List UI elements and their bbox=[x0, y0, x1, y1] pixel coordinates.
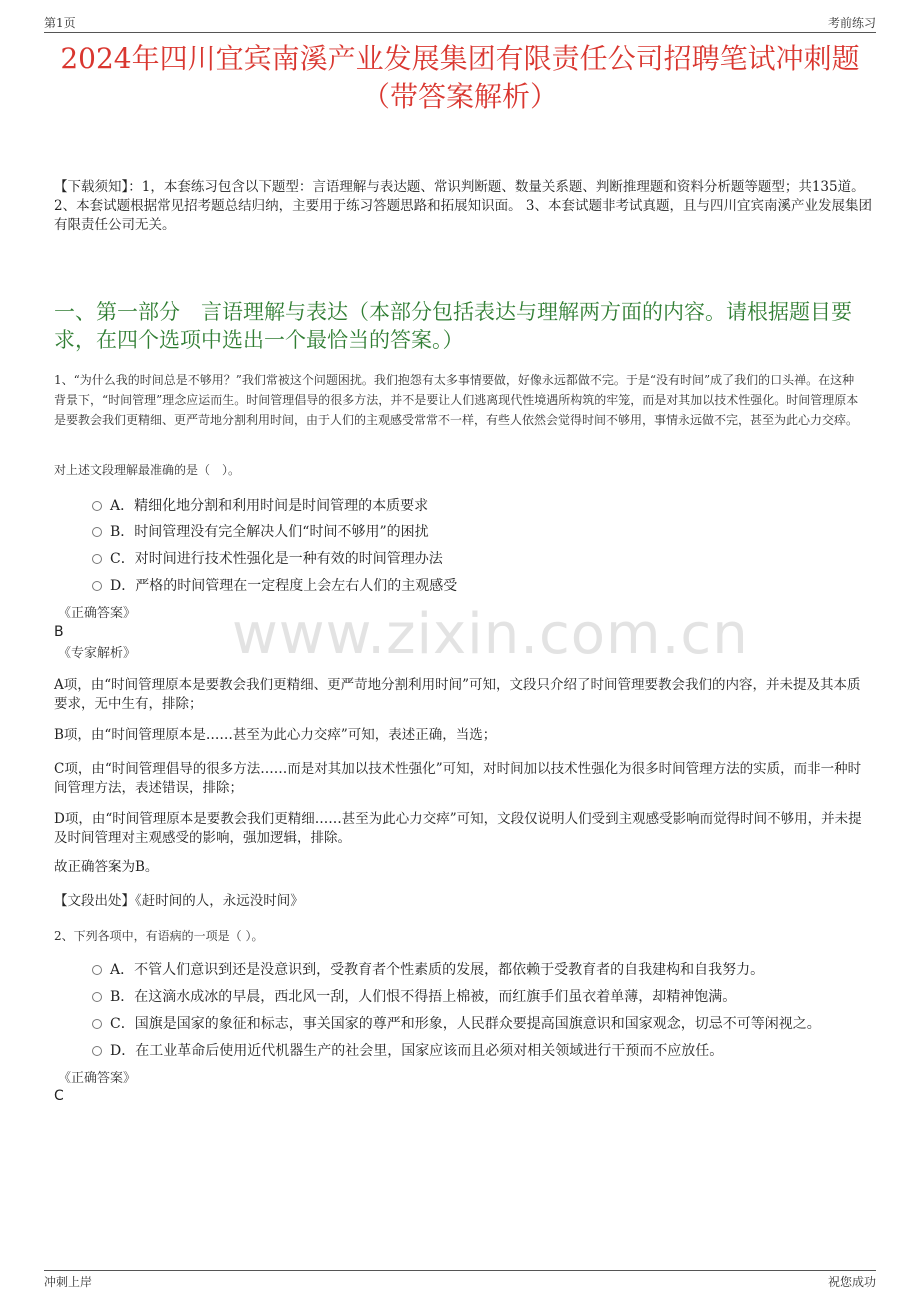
question-2-answer-label: 《正确答案》 bbox=[58, 1071, 137, 1086]
question-2-option-b[interactable]: B．在这滴水成冰的早晨，西北风一刮，人们恨不得捂上棉被，而红旗手们虽衣着单薄，却精神饱满。 bbox=[92, 987, 736, 1007]
radio-icon[interactable] bbox=[92, 527, 102, 537]
radio-icon[interactable] bbox=[92, 581, 102, 591]
question-2-option-a[interactable]: A．不管人们意识到还是没意识到，受教育者个性素质的发展，都依赖于受教育者的自我建构和自我努力。 bbox=[92, 960, 764, 980]
question-1-option-c[interactable]: C．对时间进行技术性强化是一种有效的时间管理办法 bbox=[92, 549, 443, 569]
passage-source: 【文段出处】《赶时间的人，永远没时间》 bbox=[54, 893, 304, 909]
radio-icon[interactable] bbox=[92, 1019, 102, 1029]
question-1-option-b[interactable]: B．时间管理没有完全解决人们“时间不够用”的困扰 bbox=[92, 522, 429, 542]
header-label: 考前练习 bbox=[827, 16, 876, 30]
download-notice: 【下载须知】：1，本套练习包含以下题型：言语理解与表达题、常识判断题、数量关系题、判断推理题和资料分析题等题型；共135道。 2、本套试题根据常见招考题总结归纳，主要用于练习答题思路和拓展知识面。 3、本套试题非考试真题，且与四川宜宾南溪产业发展集团有限责任公司无关。 bbox=[54, 179, 872, 233]
watermark: www.zixin.com.cn bbox=[232, 602, 749, 667]
question-1-passage: 1、“为什么我的时间总是不够用？”我们常被这个问题困扰。我们抱怨有太多事情要做，好像永远都做不完。于是“没有时间”成了我们的口头禅。在这种背景下，“时间管理”理念应运而生。时间管理倡导的很多方法，并不是要让人们逃离现代性境遇所构筑的牢笼，而是对其加以技术性强化。时间管理原本是要教会我们更精细、更严苛地分割利用时间，由于人们的主观感受常常不一样，有些人依然会觉得时间不够用，事情永远做不完，甚至为此心力交瘁。 bbox=[54, 373, 859, 427]
question-1-option-d[interactable]: D．严格的时间管理在一定程度上会左右人们的主观感受 bbox=[92, 576, 457, 596]
radio-icon[interactable] bbox=[92, 965, 102, 975]
question-2-answer: C bbox=[54, 1088, 64, 1104]
radio-icon[interactable] bbox=[92, 501, 102, 511]
question-1-answer: B bbox=[54, 624, 64, 640]
radio-icon[interactable] bbox=[92, 992, 102, 1002]
radio-icon[interactable] bbox=[92, 554, 102, 564]
analysis-option-d: D项，由“时间管理原本是要教会我们更精细……甚至为此心力交瘁”可知，文段仅说明人们受到主观感受影响而觉得时间不够用，并未提及时间管理对主观感受的影响，强加逻辑，排除。 bbox=[54, 811, 862, 846]
document-title: 2024年四川宜宾南溪产业发展集团有限责任公司招聘笔试冲刺题（带答案解析） bbox=[60, 42, 860, 113]
question-1-answer-label: 《正确答案》 bbox=[58, 606, 137, 621]
radio-icon[interactable] bbox=[92, 1046, 102, 1056]
footer-left: 冲刺上岸 bbox=[44, 1275, 93, 1289]
analysis-option-c: C项，由“时间管理倡导的很多方法……而是对其加以技术性强化”可知，对时间加以技术性强化为很多时间管理方法的实质，而非一种时间管理方法，表述错误，排除； bbox=[54, 761, 862, 796]
question-1-stem: 对上述文段理解最准确的是（ ）。 bbox=[54, 463, 241, 477]
question-2-option-c[interactable]: C．国旗是国家的象征和标志，事关国家的尊严和形象，人民群众要提高国旗意识和国家观念，切忌不可等闲视之。 bbox=[92, 1014, 821, 1034]
question-1-analysis-label: 《专家解析》 bbox=[58, 646, 137, 661]
page-number: 第1页 bbox=[44, 16, 76, 30]
page-footer bbox=[44, 1270, 876, 1291]
question-2-option-d[interactable]: D．在工业革命后使用近代机器生产的社会里，国家应该而且必须对相关领域进行干预而不应放任。 bbox=[92, 1041, 723, 1061]
analysis-option-b: B项，由“时间管理原本是……甚至为此心力交瘁”可知，表述正确，当选； bbox=[54, 727, 497, 743]
analysis-conclusion: 故正确答案为B。 bbox=[54, 859, 159, 875]
analysis-option-a: A项，由“时间管理原本是要教会我们更精细、更严苛地分割利用时间”可知，文段只介绍了时间管理要教会我们的内容，并未提及其本质要求，无中生有，排除； bbox=[54, 677, 861, 712]
page-header bbox=[44, 12, 876, 33]
question-2-stem: 2、下列各项中，有语病的一项是（ ）。 bbox=[54, 929, 264, 943]
section-heading: 一、第一部分 言语理解与表达（本部分包括表达与理解两方面的内容。请根据题目要求，在四个选项中选出一个最恰当的答案。） bbox=[54, 300, 852, 352]
question-1-option-a[interactable]: A．精细化地分割和利用时间是时间管理的本质要求 bbox=[92, 496, 428, 516]
footer-right: 祝您成功 bbox=[827, 1275, 876, 1289]
